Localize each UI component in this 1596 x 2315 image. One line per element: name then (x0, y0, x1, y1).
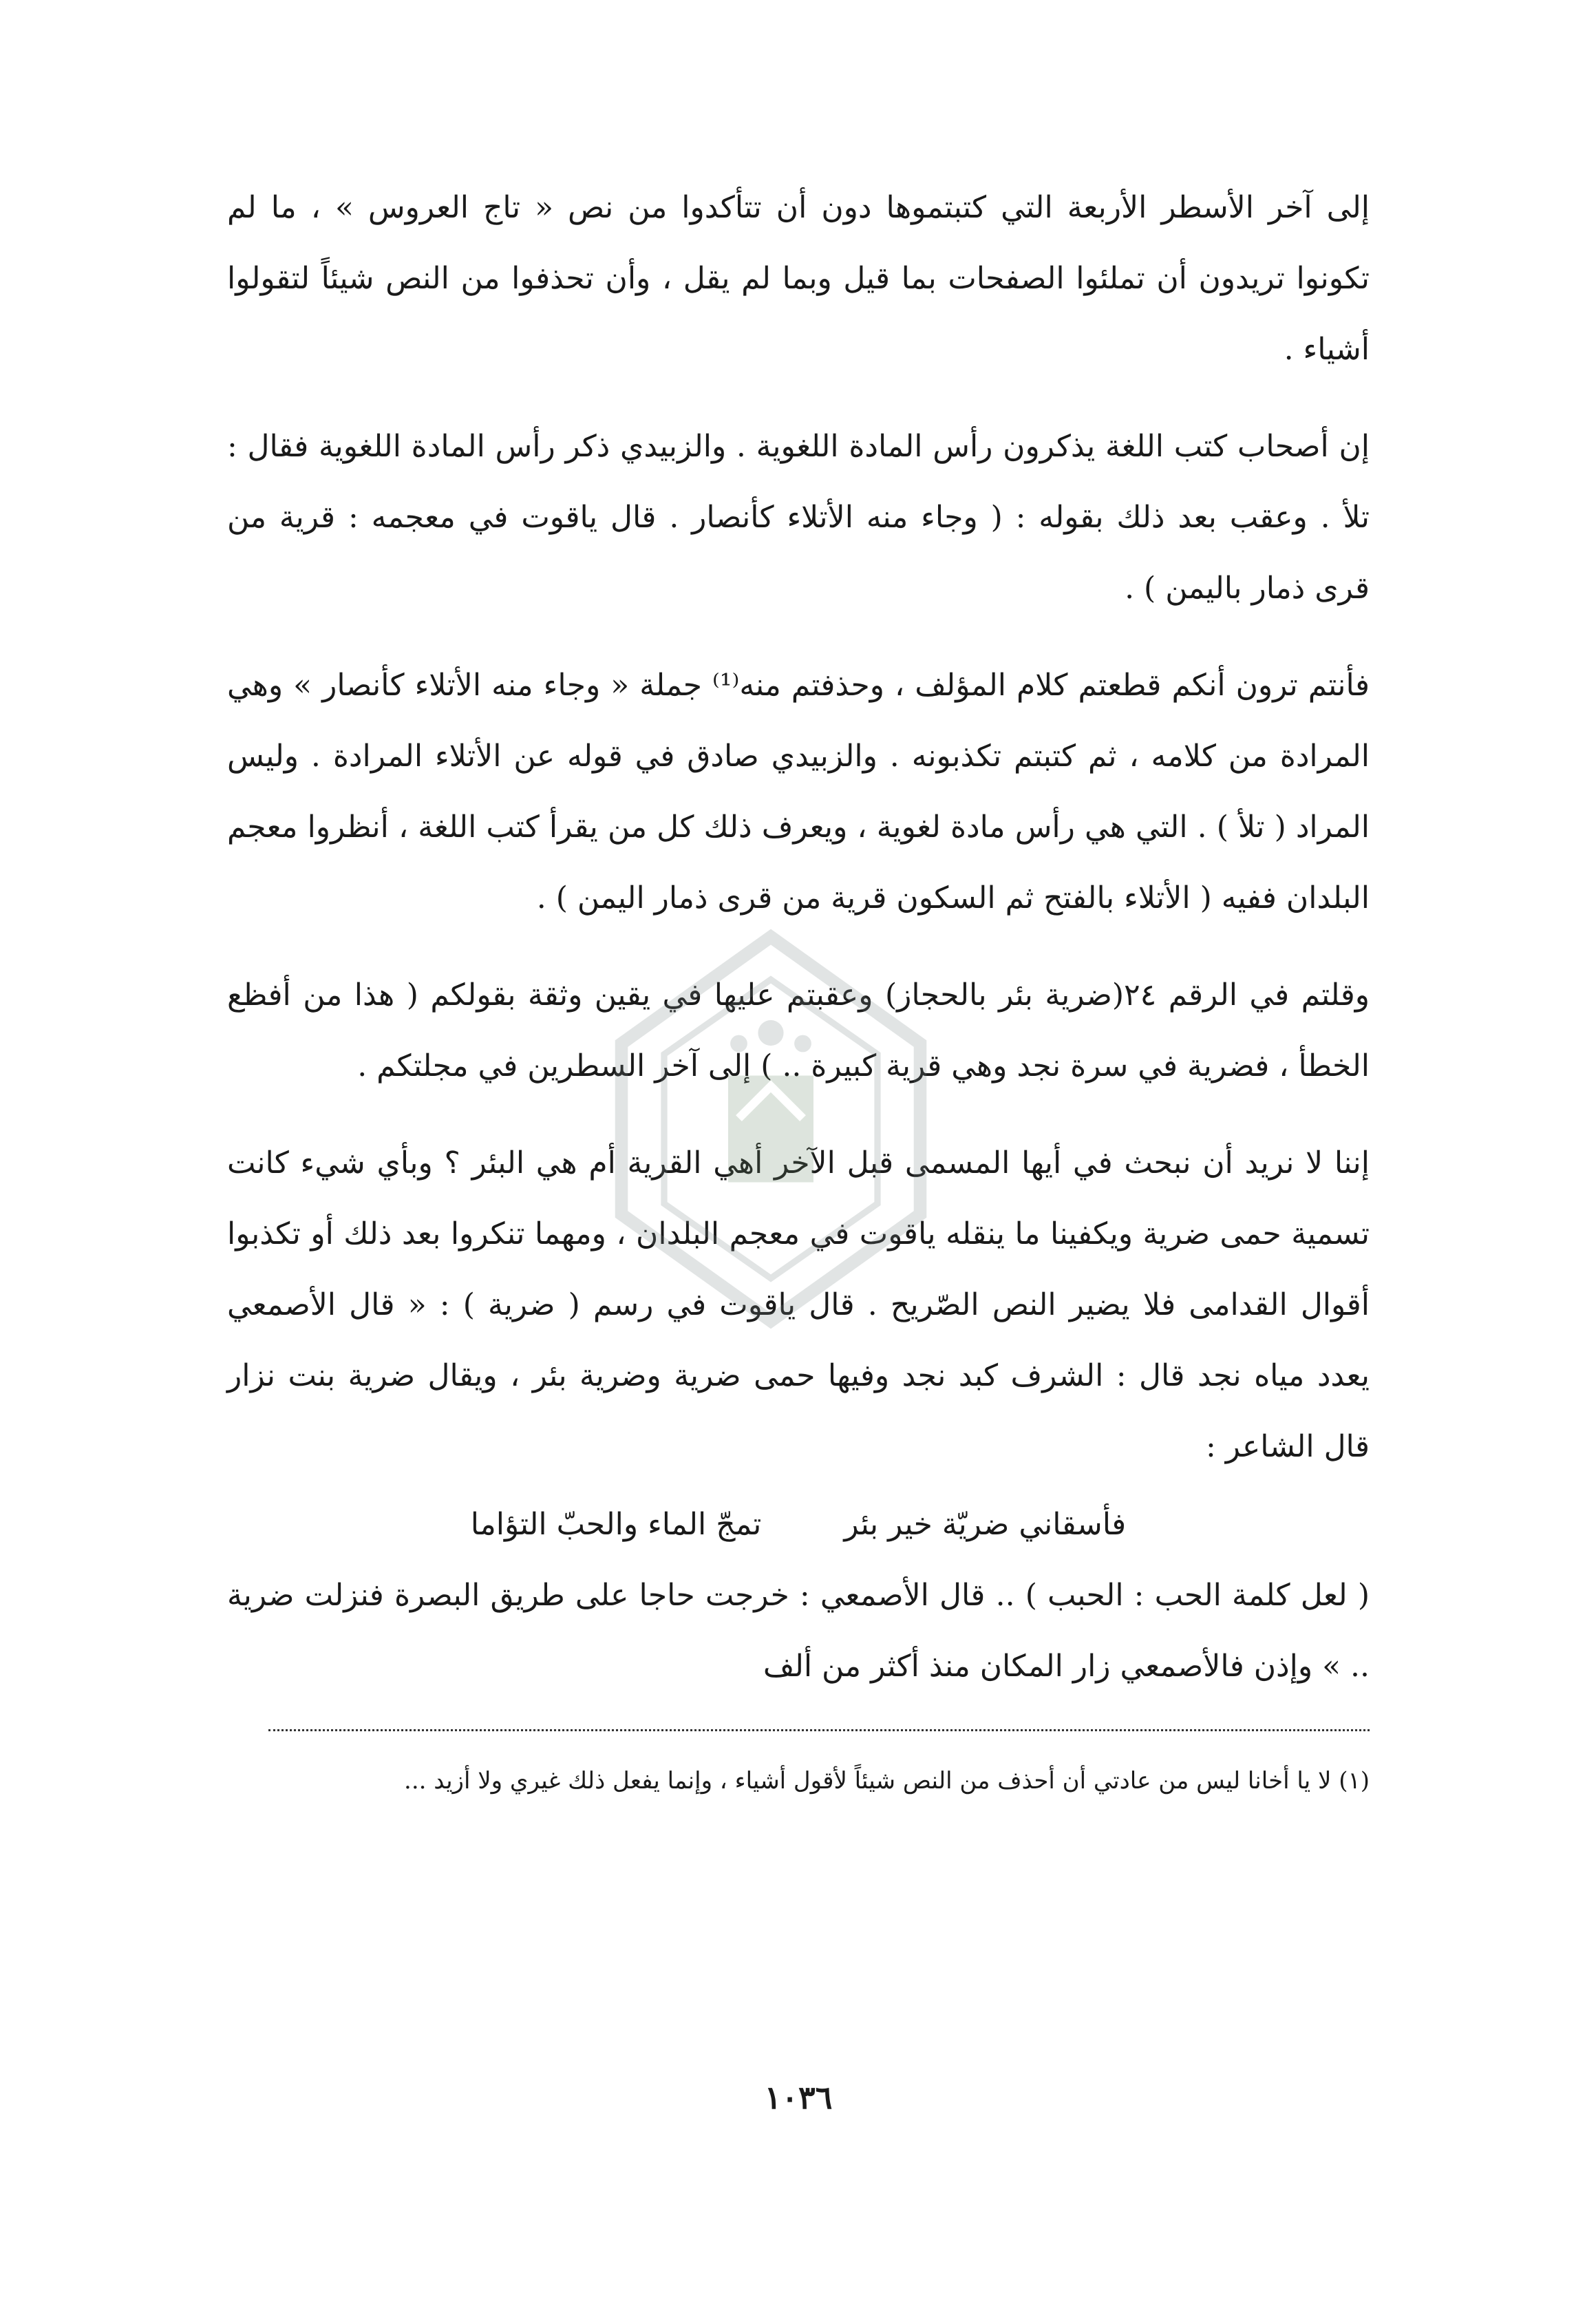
paragraph-3: فأنتم ترون أنكم قطعتم كلام المؤلف ، وحذفتم منه⁽¹⁾ جملة « وجاء منه الأتلاء كأنصار » وهي المرادة من كلامه ، ثم كتبتم تكذبونه . والزبيدي صادق في قوله عن الأتلاء المرادة . وليس المراد ( تلأ ) . التي هي رأس مادة لغوية ، ويعرف ذلك كل من يقرأ كتب اللغة ، أنظروا معجم البلدان ففيه ( الأتلاء بالفتح ثم السكون قرية من قرى ذمار اليمن ) . (227, 668, 1370, 916)
footnote: (١) لا يا أخانا ليس من عادتي أن أحذف من النص شيئاً لأقول أشياء ، وإنما يفعل ذلك غيري ولا أزيد ... (404, 1767, 1370, 1795)
paragraph-after-poem: ( لعل كلمة الحب : الحبب ) .. قال الأصمعي : خرجت حاجا على طريق البصرة فنزلت ضرية .. » وإذن فالأصمعي زار المكان منذ أكثر من ألف (227, 1578, 1370, 1684)
poem-hemistich-first: فأسقاني ضريّة خير بئر (844, 1507, 1127, 1542)
footnote-divider (268, 1729, 1370, 1731)
paragraph-1: إلى آخر الأسطر الأربعة التي كتبتموها دون أن تتأكدوا من نص « تاج العروس » ، ما لم تكونوا تريدون أن تملئوا الصفحات بما قيل وبما لم يقل ، وأن تحذفوا من النص شيئاً لتقولوا أشياء . (227, 190, 1370, 367)
paragraph-4: وقلتم في الرقم ٢٤(ضرية بئر بالحجاز) وعقبتم عليها في يقين وثقة بقولكم ( هذا من أفظع الخطأ ، فضرية في سرة نجد وهي قرية كبيرة .. ) إلى آخر السطرين في مجلتكم . (227, 977, 1370, 1083)
page-number: ١٠٣٦ (764, 2079, 833, 2116)
paragraph-2: إن أصحاب كتب اللغة يذكرون رأس المادة اللغوية . والزبيدي ذكر رأس المادة اللغوية فقال : تلأ . وعقب بعد ذلك بقوله : ( وجاء منه الأتلاء كأنصار . قال ياقوت في معجمه : قرية من قرى ذمار باليمن ) . (227, 429, 1370, 606)
paragraph-5: إننا لا نريد أن نبحث في أيها المسمى قبل الآخر أهي القرية أم هي البئر ؟ وبأي شيء كانت تسمية حمى ضرية ويكفينا ما ينقله ياقوت في معجم البلدان ، ومهما تنكروا بعد ذلك أو تكذبوا أقوال القدامى فلا يضير النص الصّريح . قال ياقوت في رسم ( ضرية ) : « قال الأصمعي يعدد مياه نجد قال : الشرف كبد نجد وفيها حمى ضرية وضرية بئر ، ويقال ضرية بنت نزار قال الشاعر : (227, 1145, 1370, 1464)
document-page (227, 172, 1370, 2168)
poem-verse (227, 1489, 1370, 1560)
poem-hemistich-second: تمجّ الماء والحبّ التؤاما (470, 1507, 762, 1542)
